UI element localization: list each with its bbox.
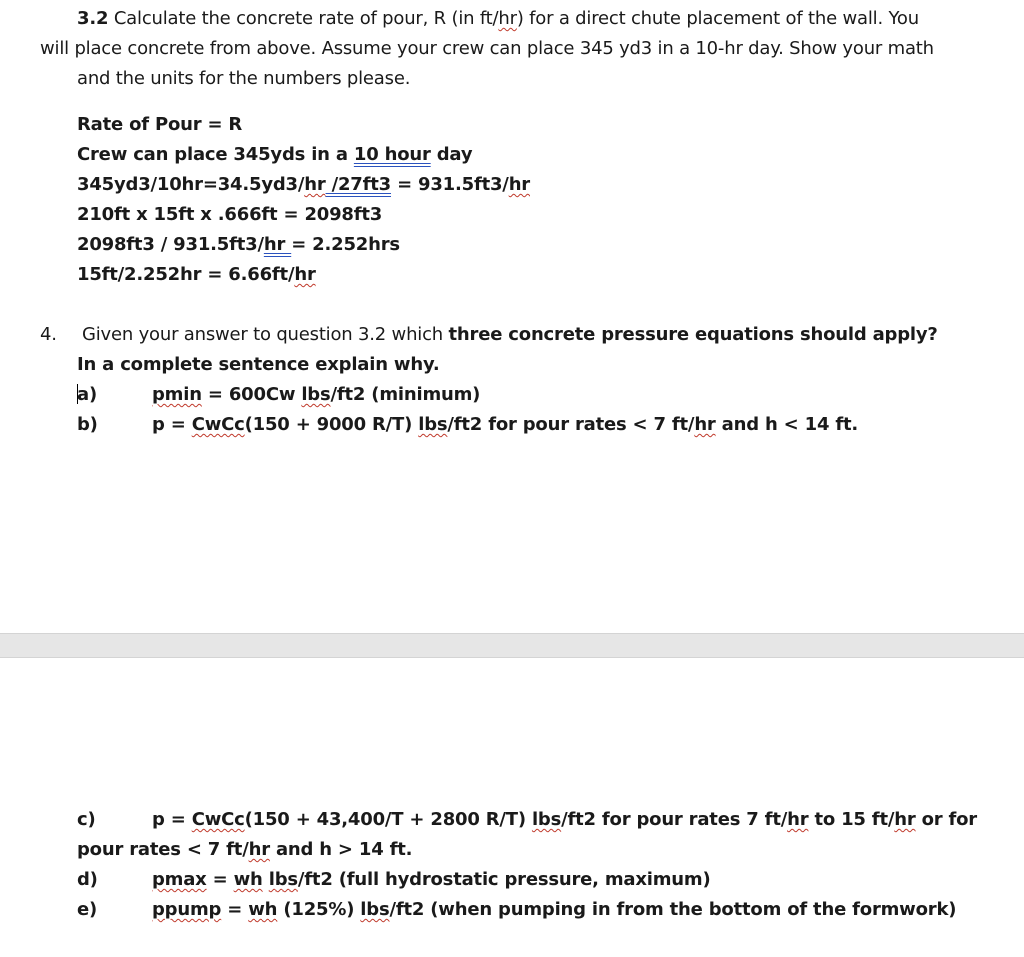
- question-3-2-line-1: 3.2 Calculate the concrete rate of pour, R (in ft/hr) for a direct chute placement of the wall. You: [77, 8, 919, 29]
- option-a-label: a): [77, 384, 97, 405]
- option-c-continued: pour rates < 7 ft/hr and h > 14 ft.: [77, 839, 413, 860]
- option-e-label: e): [77, 899, 98, 920]
- question-3-2-line-2: will place concrete from above. Assume your crew can place 345 yd3 in a 10-hr day. Show your math: [40, 38, 934, 59]
- page-break-gap: [0, 633, 1024, 658]
- document-page-2: [0, 658, 1024, 957]
- option-d-label: d): [77, 869, 98, 890]
- question-4-line-2: In a complete sentence explain why.: [77, 354, 440, 375]
- option-e-text: ppump = wh (125%) lbs/ft2 (when pumping in from the bottom of the formwork): [152, 899, 957, 920]
- work-line-4: 210ft x 15ft x .666ft = 2098ft3: [77, 204, 383, 225]
- work-line-5: 2098ft3 / 931.5ft3/hr = 2.252hrs: [77, 234, 400, 255]
- option-b-text: p = CwCc(150 + 9000 R/T) lbs/ft2 for pour rates < 7 ft/hr and h < 14 ft.: [152, 414, 859, 435]
- option-c-label: c): [77, 809, 96, 830]
- option-c-text: p = CwCc(150 + 43,400/T + 2800 R/T) lbs/ft2 for pour rates 7 ft/hr to 15 ft/hr or for: [152, 809, 977, 830]
- work-line-3: 345yd3/10hr=34.5yd3/hr /27ft3 = 931.5ft3/hr: [77, 174, 530, 195]
- question-4-line-1: Given your answer to question 3.2 which three concrete pressure equations should apply?: [82, 324, 938, 345]
- question-3-2-line-3: and the units for the numbers please.: [77, 68, 411, 89]
- option-a-text: pmin = 600Cw lbs/ft2 (minimum): [152, 384, 481, 405]
- work-line-6: 15ft/2.252hr = 6.66ft/hr: [77, 264, 316, 285]
- work-line-1: Rate of Pour = R: [77, 114, 243, 135]
- option-b-label: b): [77, 414, 98, 435]
- work-line-2: Crew can place 345yds in a 10 hour day: [77, 144, 473, 165]
- question-4-number: 4.: [40, 324, 57, 345]
- option-d-text: pmax = wh lbs/ft2 (full hydrostatic pressure, maximum): [152, 869, 711, 890]
